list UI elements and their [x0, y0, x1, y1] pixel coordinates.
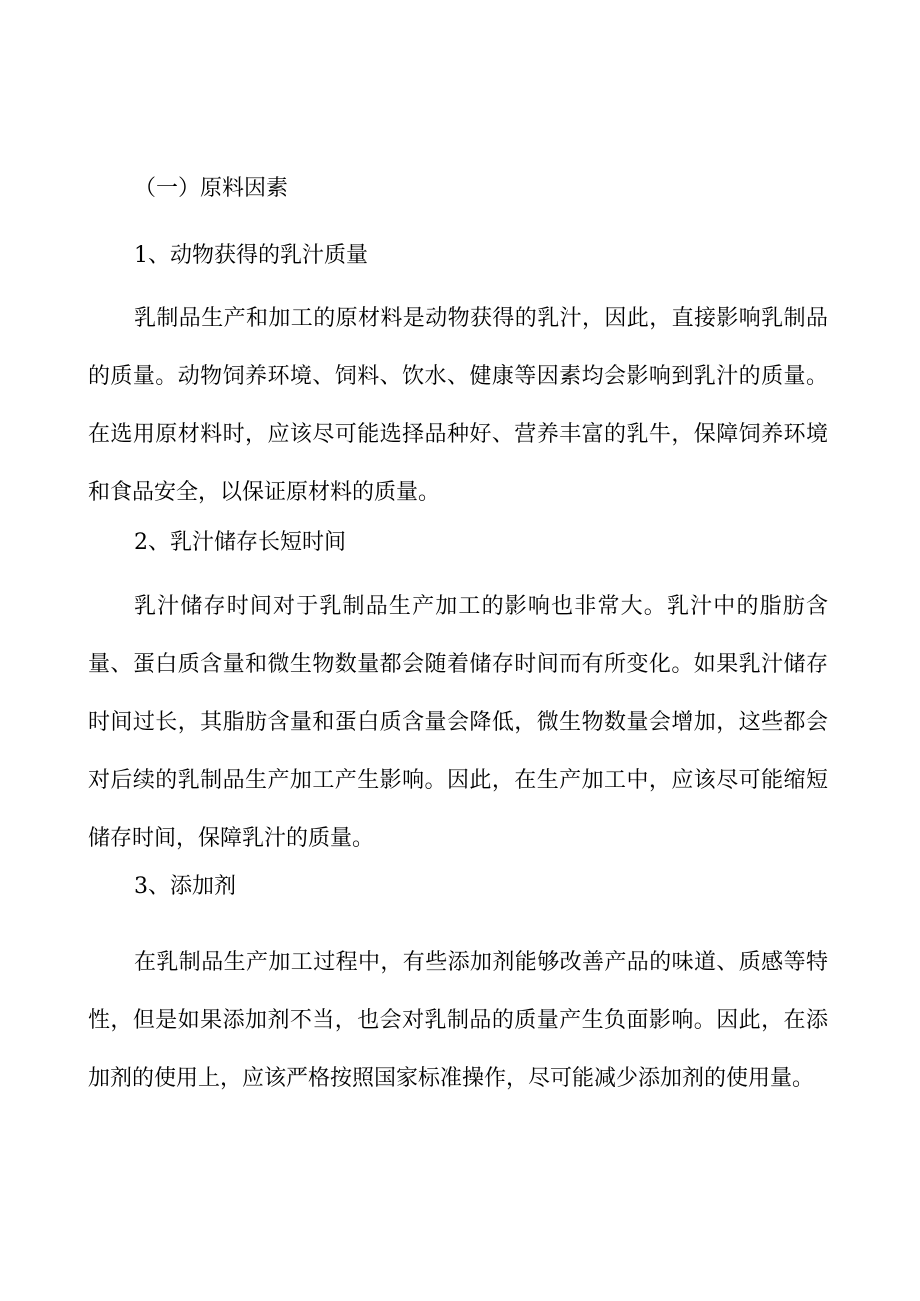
section-title: （一）原料因素	[134, 176, 289, 201]
item-body-3: 在乳制品生产加工过程中，有些添加剂能够改善产品的味道、质感等特性，但是如果添加剂不当，也会对乳制品的质量产生负面影响。因此，在添加剂的使用上，应该严格按照国家标准操作，尽可能减少添加剂的使用量。	[88, 950, 828, 1091]
item-heading-1: 1、动物获得的乳汁质量	[134, 243, 368, 268]
item-heading-3: 3、添加剂	[134, 874, 236, 899]
item-body-2: 乳汁储存时间对于乳制品生产加工的影响也非常大。乳汁中的脂肪含量、蛋白质含量和微生物数量都会随着储存时间而有所变化。如果乳汁储存时间过长，其脂肪含量和蛋白质含量会降低，微生物数量会增加，这些都会对后续的乳制品生产加工产生影响。因此，在生产加工中，应该尽可能缩短储存时间，保障乳汁的质量。	[88, 594, 828, 851]
item-heading-2: 2、乳汁储存长短时间	[134, 530, 346, 555]
item-body-1: 乳制品生产和加工的原材料是动物获得的乳汁，因此，直接影响乳制品的质量。动物饲养环境、饲料、饮水、健康等因素均会影响到乳汁的质量。在选用原材料时，应该尽可能选择品种好、营养丰富的乳牛，保障饲养环境和食品安全，以保证原材料的质量。	[88, 306, 828, 505]
